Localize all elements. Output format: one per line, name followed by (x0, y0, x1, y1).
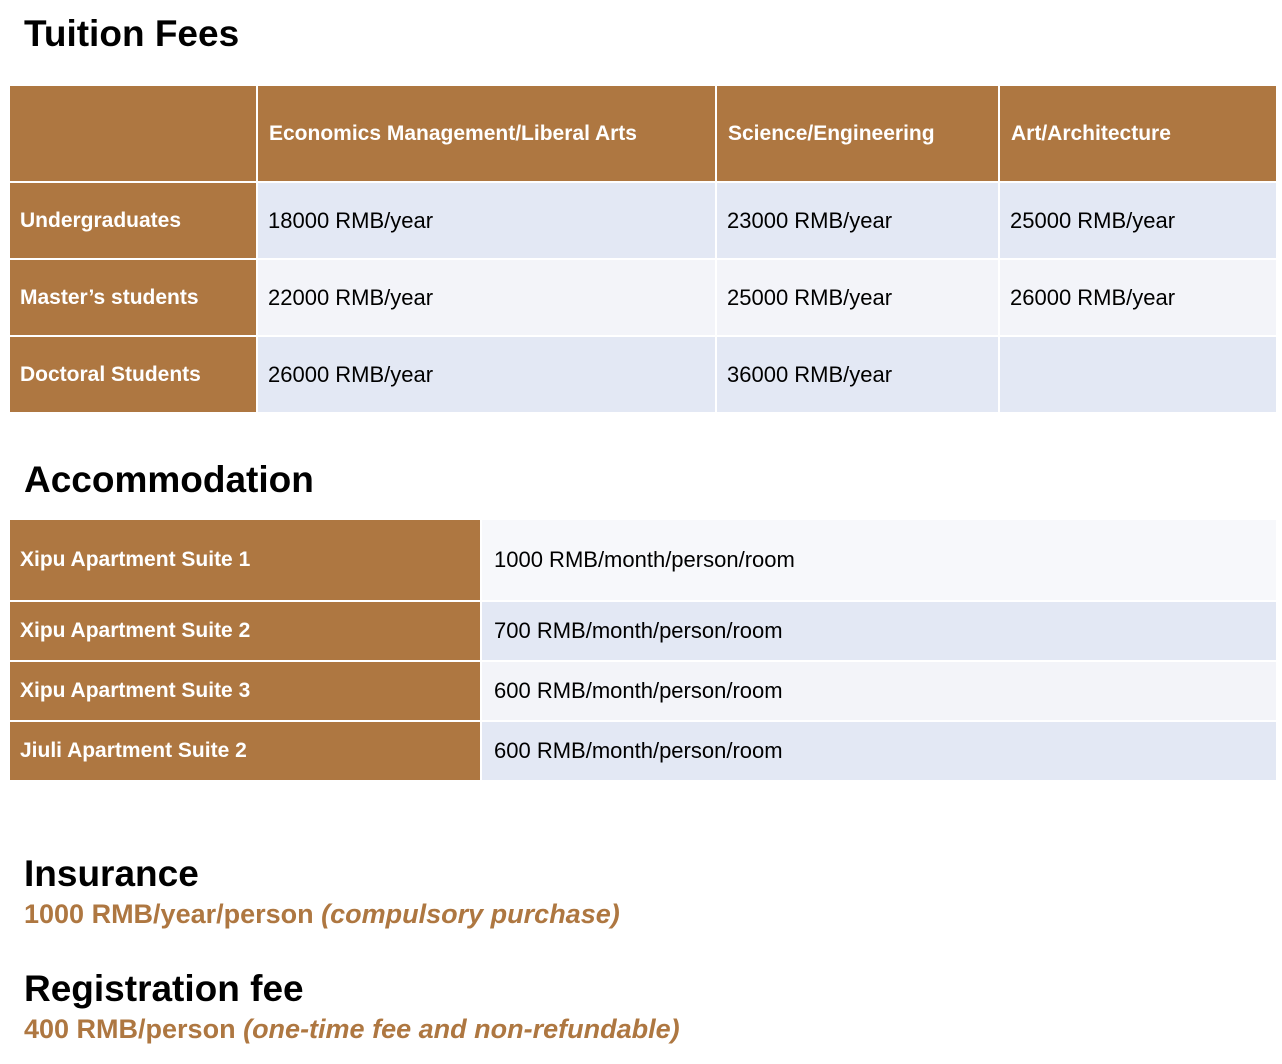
row-label-jiuli-suite-2: Jiuli Apartment Suite 2 (10, 722, 480, 780)
table-cell: 18000 RMB/year (258, 183, 715, 258)
row-label-xipu-suite-3: Xipu Apartment Suite 3 (10, 662, 480, 720)
table-cell: 600 RMB/month/person/room (482, 662, 1276, 720)
row-label-xipu-suite-2: Xipu Apartment Suite 2 (10, 602, 480, 660)
table-row (10, 183, 1276, 258)
row-label-xipu-suite-1: Xipu Apartment Suite 1 (10, 520, 480, 600)
registration-amount: 400 RMB/person (24, 1014, 236, 1044)
insurance-amount: 1000 RMB/year/person (24, 899, 314, 929)
table-cell: 25000 RMB/year (717, 260, 998, 335)
table-cell: 26000 RMB/year (258, 337, 715, 412)
header-corner-cell (10, 86, 256, 181)
registration-fee-heading: Registration fee (24, 968, 304, 1009)
table-cell: 22000 RMB/year (258, 260, 715, 335)
insurance-note: (compulsory purchase) (321, 899, 620, 929)
column-header-science: Science/Engineering (717, 86, 998, 181)
accommodation-heading: Accommodation (24, 459, 314, 500)
table-row (10, 662, 1276, 720)
registration-note: (one-time fee and non-refundable) (243, 1014, 680, 1044)
table-cell: 1000 RMB/month/person/room (482, 520, 1276, 600)
table-cell-empty (1000, 337, 1276, 412)
row-label-doctoral: Doctoral Students (10, 337, 256, 412)
table-row (10, 602, 1276, 660)
table-cell: 600 RMB/month/person/room (482, 722, 1276, 780)
table-cell: 26000 RMB/year (1000, 260, 1276, 335)
column-header-art: Art/Architecture (1000, 86, 1276, 181)
table-row (10, 337, 1276, 412)
table-row (10, 260, 1276, 335)
row-label-masters: Master’s students (10, 260, 256, 335)
table-cell: 25000 RMB/year (1000, 183, 1276, 258)
table-row (10, 520, 1276, 600)
table-cell: 700 RMB/month/person/room (482, 602, 1276, 660)
table-cell: 23000 RMB/year (717, 183, 998, 258)
insurance-fee-line (24, 897, 620, 931)
tuition-fees-table (8, 84, 1278, 414)
row-label-undergraduates: Undergraduates (10, 183, 256, 258)
table-header-row (10, 86, 1276, 181)
tuition-fees-heading: Tuition Fees (24, 13, 240, 54)
insurance-heading: Insurance (24, 853, 199, 894)
registration-fee-line (24, 1012, 680, 1046)
accommodation-table (8, 518, 1278, 782)
table-cell: 36000 RMB/year (717, 337, 998, 412)
column-header-economics: Economics Management/Liberal Arts (258, 86, 715, 181)
table-row (10, 722, 1276, 780)
